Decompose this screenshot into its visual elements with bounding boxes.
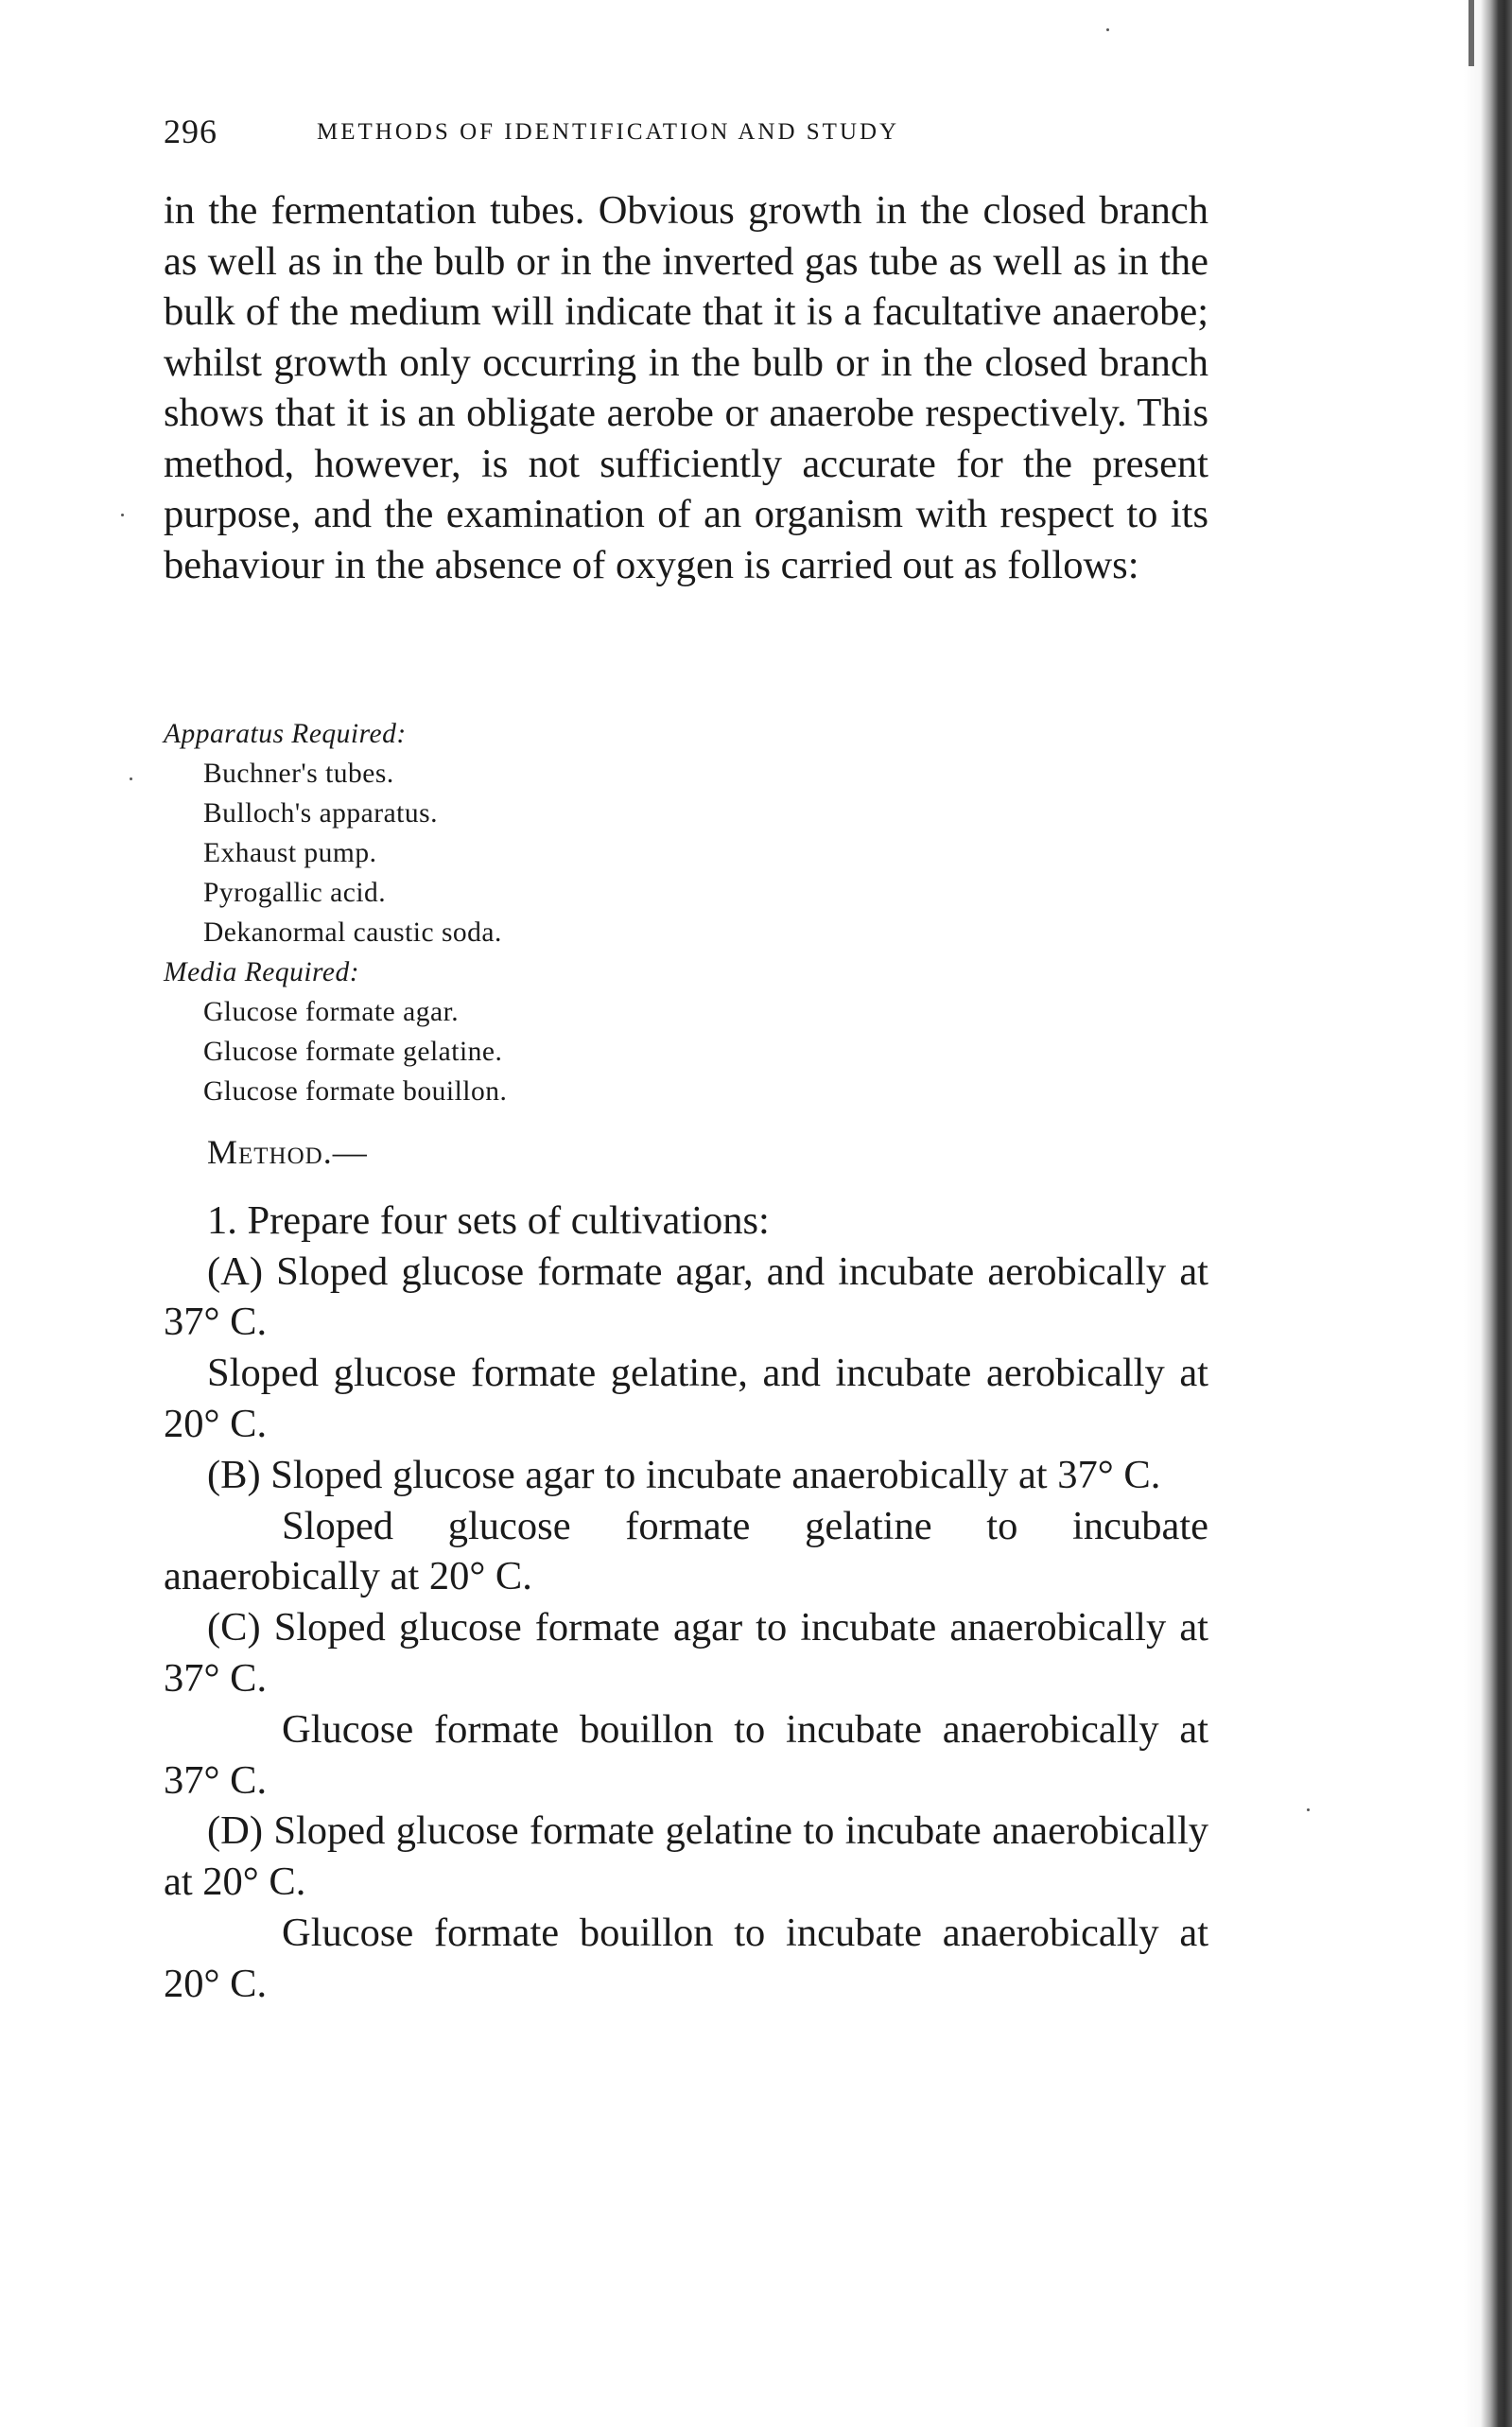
method-paragraph-d-gelatine: (D) Sloped glucose formate gelatine to incubate anaerobically at 20° C. [164,1808,1208,1905]
apparatus-item: Pyrogallic acid. [203,878,387,908]
method-paragraph-a-agar: (A) Sloped glucose formate agar, and incubate aerobically at 37° C. [164,1248,1208,1345]
running-head: METHODS OF IDENTIFICATION AND STUDY [317,119,900,145]
media-item: Glucose formate gelatine. [203,1037,503,1067]
method-step-1: 1. Prepare four sets of cultivations: [207,1197,770,1243]
method-paragraph-c-agar: (C) Sloped glucose formate agar to incubate anaerobically at 37° C. [164,1605,1208,1701]
apparatus-heading: Apparatus Required: [164,719,407,749]
page-binding-shadow [1464,0,1512,2427]
method-paragraph-b-gelatine: Sloped glucose formate gelatine to incubate anaerobically at 20° C. [164,1503,1208,1599]
paper-speck [1307,1808,1310,1811]
paper-speck [130,777,132,780]
media-item: Glucose formate bouillon. [203,1076,508,1107]
page-header [164,112,1204,159]
binding-mark [1469,0,1474,66]
media-heading: Media Required: [164,957,360,987]
paper-speck [1106,28,1109,31]
apparatus-item: Buchner's tubes. [203,759,394,789]
apparatus-item: Bulloch's apparatus. [203,798,438,829]
page-number: 296 [164,113,217,150]
method-paragraph-a-gelatine: Sloped glucose formate gelatine, and incubate aerobically at 20° C. [164,1351,1208,1446]
method-heading-text: Method.— [207,1133,368,1171]
method-paragraph-b-agar: (B) Sloped glucose agar to incubate anaerobically at 37° C. [207,1452,1161,1497]
method-paragraph-c-bouillon: Glucose formate bouillon to incubate anaerobically at 37° C. [164,1706,1208,1803]
paper-speck [121,514,124,516]
method-heading [207,1127,1208,1179]
requirements-list [164,714,1015,1111]
method-paragraph-d-bouillon: Glucose formate bouillon to incubate anaerobically at 20° C. [164,1910,1208,2006]
body-paragraph: in the fermentation tubes. Obvious growth in the closed branch as well as in the bulb or in the inverted gas tube as well as in the bulk of the medium will indicate that it is a facultative anaerobe; whilst growth only occurring in the bulb or in the closed branch shows that it is an obligate aerobe or anaerobe respectively. This method, however, is not sufficiently accurate for the present purpose, and the examination of an organism with respect to its behaviour in the absence of oxygen is carried out as follows: [164,188,1208,587]
method-section [164,1127,1208,2010]
apparatus-item: Exhaust pump. [203,838,377,868]
apparatus-item: Dekanormal caustic soda. [203,917,502,948]
media-item: Glucose formate agar. [203,997,460,1027]
